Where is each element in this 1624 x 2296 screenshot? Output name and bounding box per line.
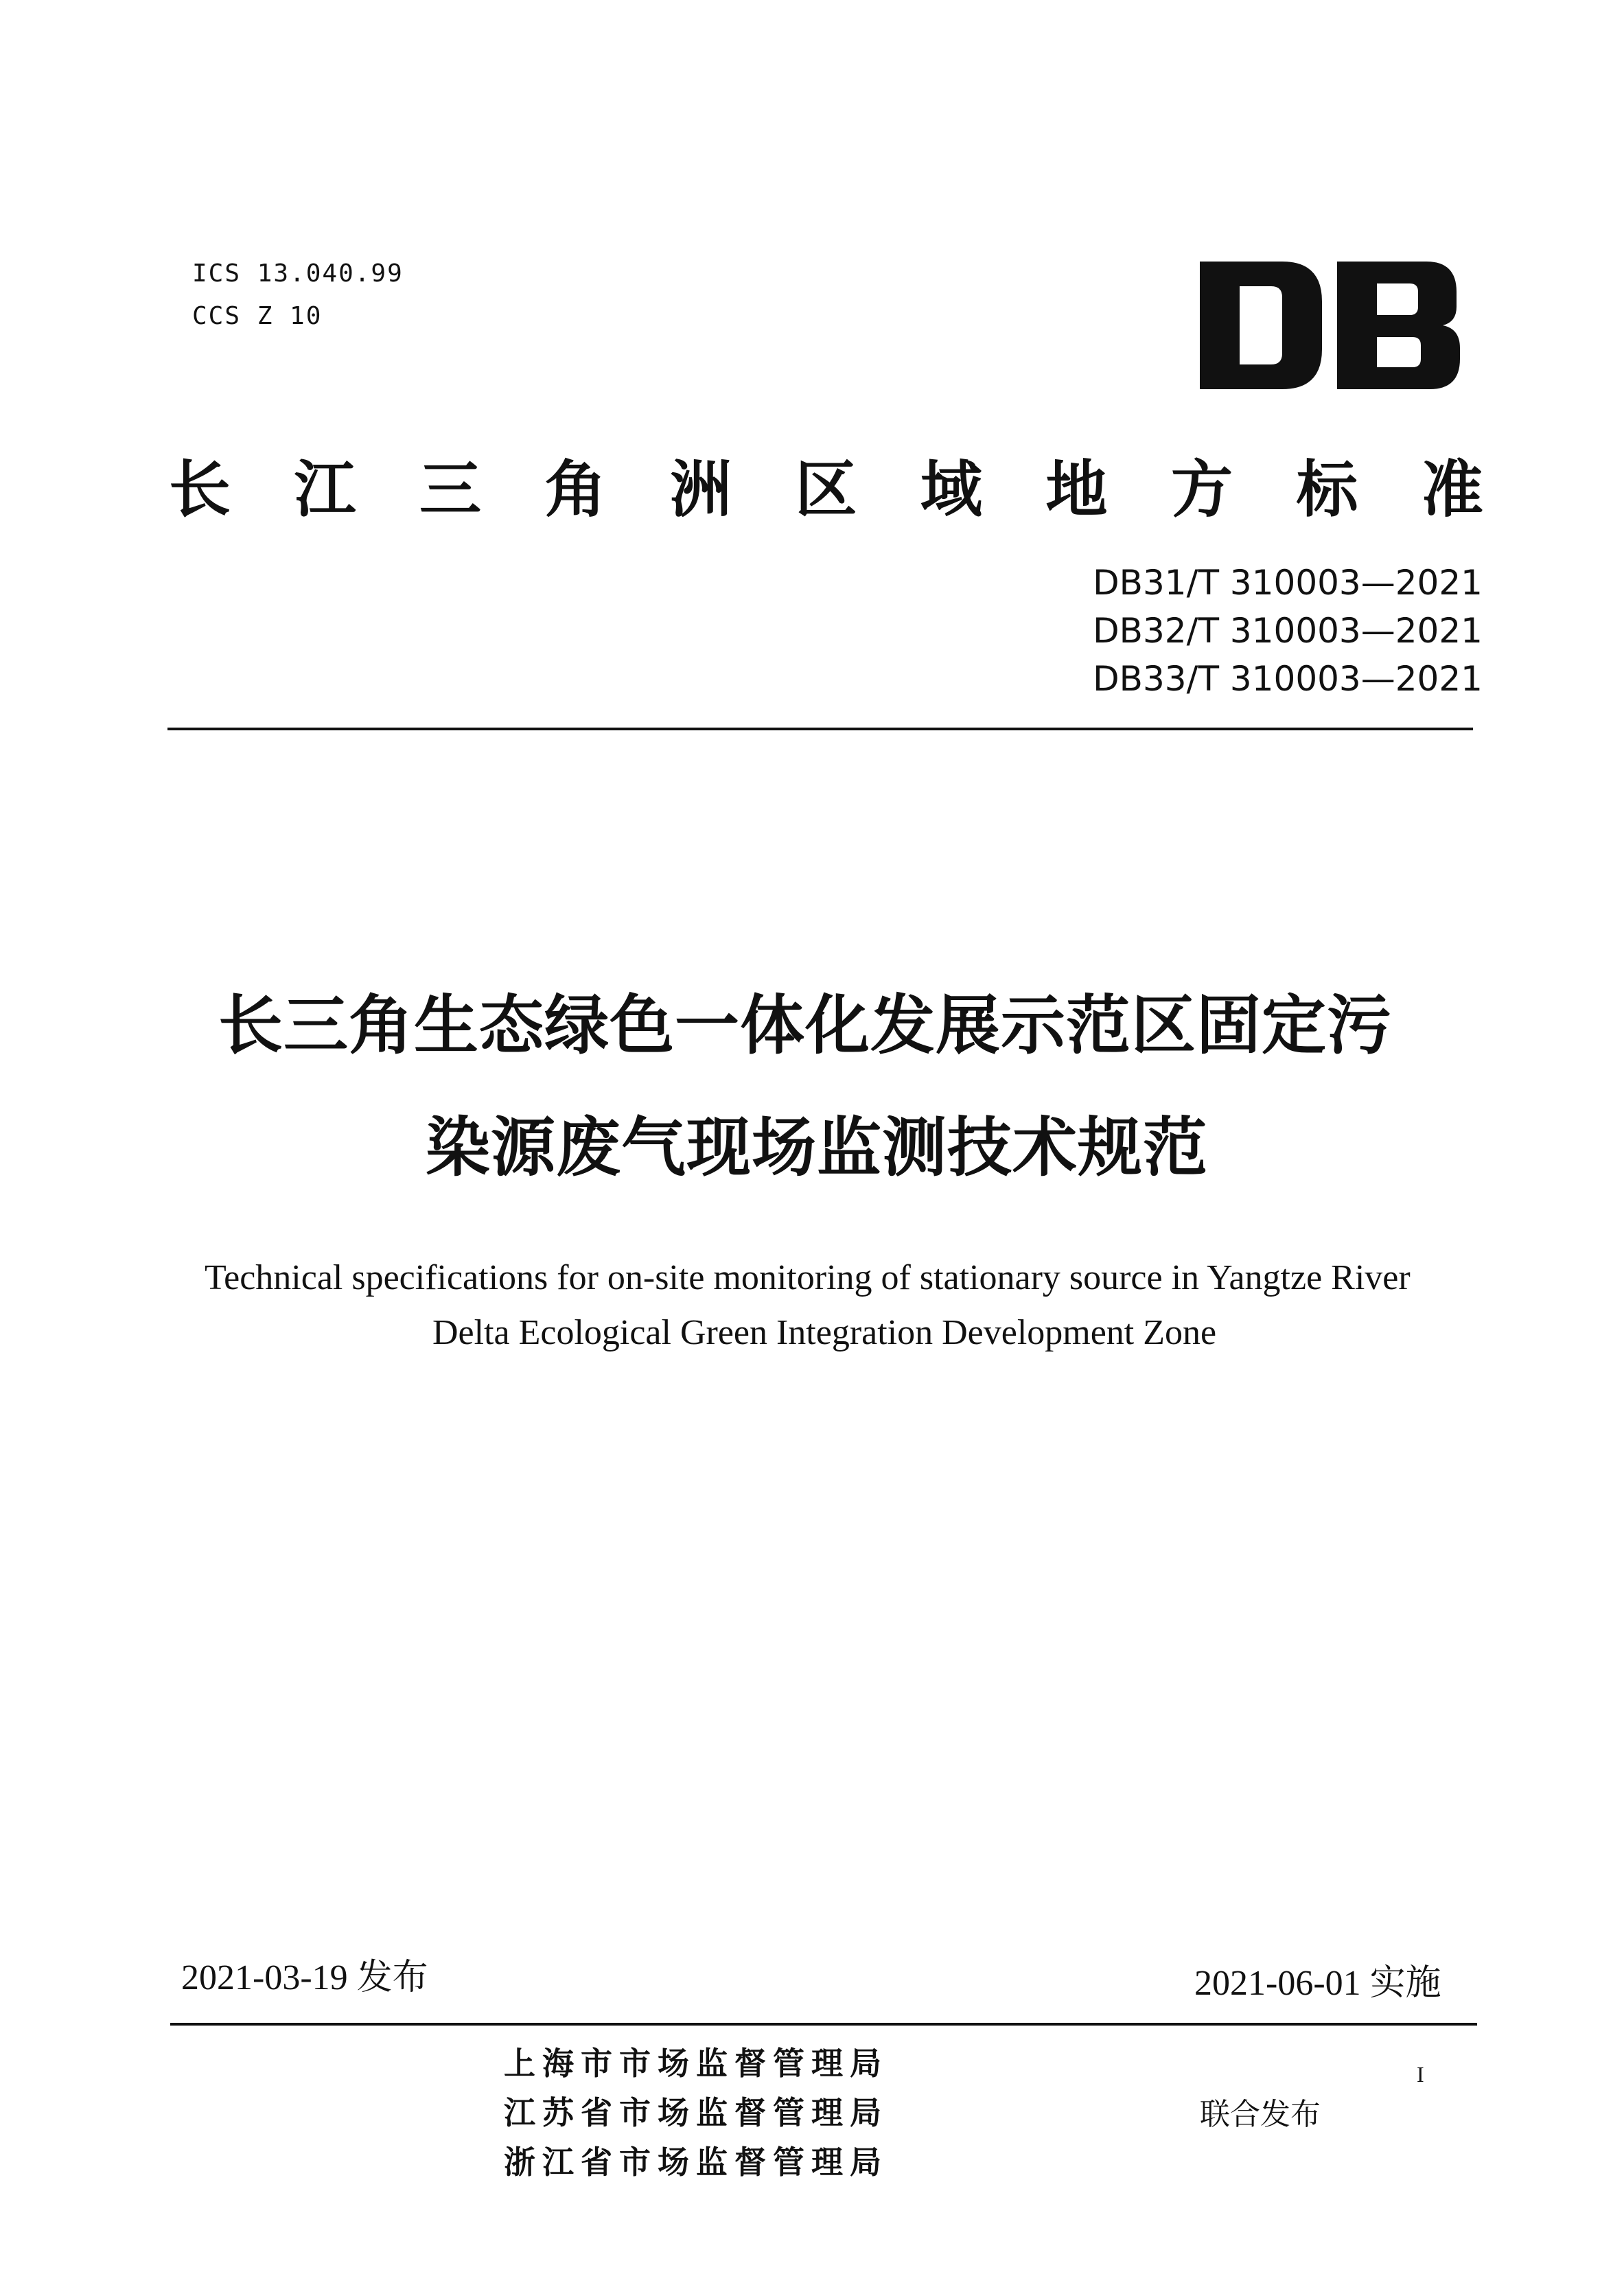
joint-issue-label: 联合发布 <box>1200 2097 1321 2132</box>
region-title-char: 标 <box>1296 454 1358 526</box>
ics-code: ICS 13.040.99 <box>192 259 404 288</box>
ccs-code: CCS Z 10 <box>192 302 323 330</box>
issuer-zhejiang: 浙江省市场监督管理局 <box>504 2144 888 2181</box>
implementation-date: 2021-06-01 实施 <box>1194 1964 1441 2003</box>
region-title-char: 江 <box>294 454 356 526</box>
region-standard-title <box>169 439 1483 529</box>
region-title-char: 准 <box>1422 454 1483 526</box>
region-title-char: 长 <box>169 454 231 526</box>
english-title-line-2: Delta Ecological Green Integration Development Zone <box>432 1313 1217 1352</box>
region-title-char: 地 <box>1045 454 1108 526</box>
issuer-shanghai: 上海市市场监督管理局 <box>504 2045 888 2082</box>
db-logo <box>1200 262 1460 389</box>
region-title-char: 角 <box>544 454 607 526</box>
english-title-line-1: Technical specifications for on-site monitoring of stationary source in Yangtze River <box>205 1258 1411 1297</box>
standard-number-db32: DB32/T 310003—2021 <box>1093 611 1483 651</box>
chinese-title-line-1: 长三角生态绿色一体化发展示范区固定污 <box>218 988 1393 1063</box>
region-title-char: 域 <box>920 454 982 526</box>
region-title-char: 洲 <box>670 454 732 526</box>
issuer-jiangsu: 江苏省市场监督管理局 <box>504 2094 888 2131</box>
standard-number-db31: DB31/T 310003—2021 <box>1093 563 1483 603</box>
chinese-title-line-2: 染源废气现场监测技术规范 <box>426 1111 1209 1185</box>
region-title-char: 区 <box>795 454 857 526</box>
region-title-char: 三 <box>419 454 481 526</box>
header-divider <box>167 728 1473 730</box>
standard-number-db33: DB33/T 310003—2021 <box>1093 659 1483 699</box>
issue-date: 2021-03-19 发布 <box>181 1958 428 1997</box>
region-title-char: 方 <box>1171 454 1233 526</box>
page-number: I <box>1417 2062 1424 2087</box>
footer-divider <box>170 2023 1477 2026</box>
